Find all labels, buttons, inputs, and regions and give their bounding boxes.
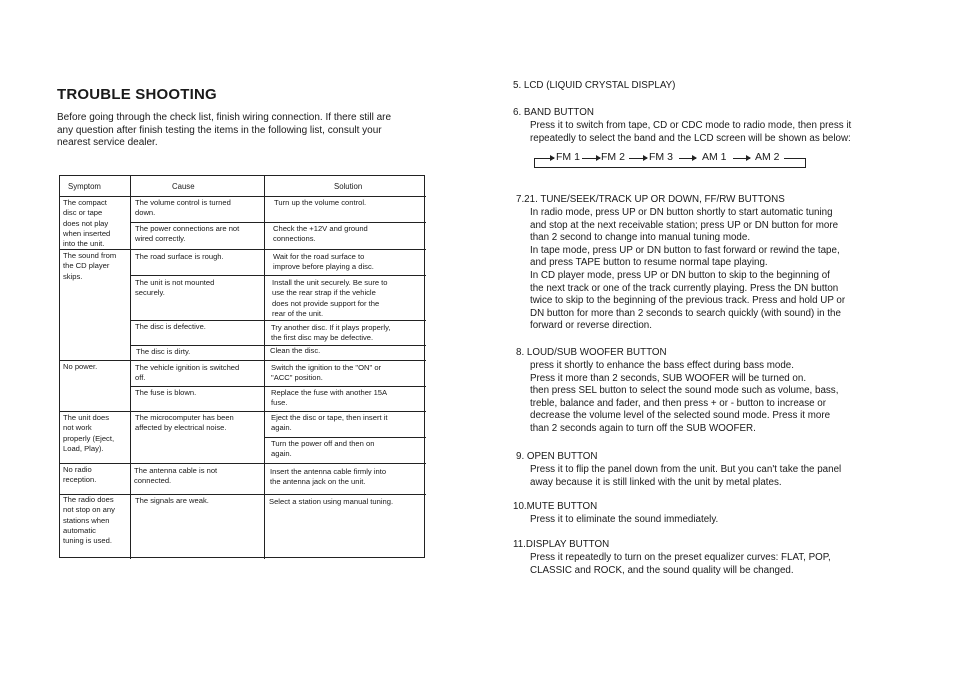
cause-cell: The disc is dirty. (136, 347, 191, 356)
body-line: then press SEL button to select the sound mode such as volume, bass, (530, 385, 839, 397)
cause-cell: The signals are weak. (135, 496, 209, 505)
band-label: AM 1 (702, 151, 727, 163)
body-line: Press it more than 2 seconds, SUB WOOFER will be turned on. (530, 372, 807, 384)
band-label: FM 2 (601, 151, 625, 163)
solution-cell: Install the unit securely. Be sure to use the rear strap if the vehicle does not provide support for the rear of the unit. (272, 278, 388, 318)
cause-cell: The antenna cable is not connected. (134, 466, 218, 486)
body-line: forward or reverse direction. (530, 320, 652, 332)
cause-cell: The unit is not mounted securely. (135, 278, 215, 298)
body-line: the next track or one of the track currently playing. Press the DN button (530, 282, 839, 294)
solution-cell: Switch the ignition to the "ON" or "ACC" position. (271, 363, 382, 383)
arrow-icon (679, 158, 696, 159)
band-label: FM 3 (649, 151, 673, 163)
loop-line (805, 158, 806, 167)
cause-cell: The power connections are not wired correctly. (135, 224, 240, 244)
loop-line (534, 158, 535, 168)
solution-cell: Wait for the road surface to improve before playing a disc. (273, 252, 374, 272)
body-line: Press it repeatedly to turn on the preset equalizer curves: FLAT, POP, (530, 552, 831, 563)
body-line: press it shortly to enhance the bass effect during bass mode. (530, 360, 794, 371)
body-line: than 2 second to change into manual tuning mode. (530, 232, 751, 244)
body-line: and press TAPE button to resume normal tape playing. (530, 257, 768, 269)
solution-cell: Eject the disc or tape, then insert it again. (271, 413, 388, 433)
band-label: FM 1 (556, 151, 580, 163)
cause-cell: The microcomputer has been affected by electrical noise. (135, 413, 234, 433)
section-9-body (530, 464, 841, 489)
section-9-heading: 9. OPEN BUTTON (516, 451, 598, 462)
loop-line (534, 167, 806, 168)
intro-line: Before going through the check list, finish wiring connection. If there still are (57, 112, 392, 123)
symptom-cell: No radio reception. (63, 465, 97, 485)
symptom-cell: The radio does not stop on any stations when automatic tuning is used. (63, 495, 115, 546)
section-7-heading: 7.21. TUNE/SEEK/TRACK UP OR DOWN, FF/RW BUTTONS (516, 194, 785, 205)
band-label: AM 2 (755, 151, 780, 163)
body-line: than 2 seconds again to turn off the SUB WOOFER. (530, 422, 756, 434)
cause-cell: The fuse is blown. (135, 388, 197, 397)
body-line: Press it to switch from tape, CD or CDC mode to radio mode, then press it (530, 120, 852, 131)
header-cause: Cause (172, 182, 195, 191)
solution-cell: Insert the antenna cable firmly into the antenna jack on the unit. (270, 467, 387, 487)
section-6-body (530, 120, 851, 145)
body-line: treble, balance and fader, and then press + or - button to increase or (530, 397, 827, 409)
arrow-icon (534, 158, 554, 159)
section-10-heading: 10.MUTE BUTTON (513, 501, 598, 512)
section-6-heading: 6. BAND BUTTON (513, 107, 594, 118)
solution-cell: Check the +12V and ground connections. (273, 224, 368, 244)
section-10-body (530, 514, 718, 527)
arrow-icon (733, 158, 750, 159)
solution-cell: Clean the disc. (270, 346, 321, 355)
header-solution: Solution (334, 182, 363, 191)
body-line: Press it to flip the panel down from the unit. But you can't take the panel (530, 464, 842, 475)
symptom-cell: The unit does not work properly (Eject, Load, Play). (63, 413, 115, 453)
cause-cell: The volume control is turned down. (135, 198, 231, 218)
symptom-cell: The sound from the CD player skips. (63, 251, 117, 281)
body-line: DN button for more than 2 seconds to search quickly (with sound) in the (530, 307, 841, 319)
cause-cell: The vehicle ignition is switched off. (135, 363, 240, 383)
section-11-heading: 11.DISPLAY BUTTON (513, 539, 610, 550)
body-line: repeatedly to select the band and the LCD screen will be shown as below: (530, 132, 851, 144)
symptom-cell: No power. (63, 362, 98, 371)
solution-cell: Try another disc. If it plays properly, the first disc may be defective. (271, 323, 391, 343)
cause-cell: The disc is defective. (135, 322, 206, 331)
body-line: In radio mode, press UP or DN button shortly to start automatic tuning (530, 207, 833, 218)
intro-line: any question after finish testing the items in the following list, consult your (57, 124, 382, 136)
body-line: and stop at the next receivable station; press UP or DN button for more (530, 219, 839, 231)
solution-cell: Turn the power off and then on again. (271, 439, 375, 459)
section-11-body (530, 552, 831, 577)
section-7-body (530, 207, 845, 333)
section-5-heading: 5. LCD (LIQUID CRYSTAL DISPLAY) (513, 80, 676, 91)
solution-cell: Turn up the volume control. (274, 198, 367, 207)
band-cycle-diagram (534, 150, 810, 168)
body-line: away because it is still linked with the unit by metal plates. (530, 476, 782, 488)
body-line: twice to skip to the beginning of the previous track. Press and hold UP or (530, 295, 846, 307)
body-line: CLASSIC and ROCK, and the sound quality will be changed. (530, 564, 794, 576)
arrow-icon (582, 158, 600, 159)
header-symptom: Symptom (68, 182, 101, 191)
section-8-heading: 8. LOUD/SUB WOOFER BUTTON (516, 347, 667, 358)
solution-cell: Replace the fuse with another 15A fuse. (271, 388, 388, 408)
body-line: In CD player mode, press UP or DN button to skip to the beginning of (530, 269, 830, 281)
body-line: Press it to eliminate the sound immediately. (530, 514, 719, 525)
section-8-body (530, 360, 838, 436)
solution-cell: Select a station using manual tuning. (269, 497, 394, 506)
page-title: TROUBLE SHOOTING (57, 86, 217, 103)
body-line: decrease the volume level of the selected sound mode. Press it more (530, 410, 831, 422)
symptom-cell: The compact disc or tape does not play when inserted into the unit. (63, 198, 111, 249)
arrow-icon (629, 158, 647, 159)
intro-line: nearest service dealer. (57, 137, 158, 148)
cause-cell: The road surface is rough. (135, 252, 224, 261)
loop-line (784, 158, 806, 159)
body-line: In tape mode, press UP or DN button to fast forward or rewind the tape, (530, 244, 840, 256)
